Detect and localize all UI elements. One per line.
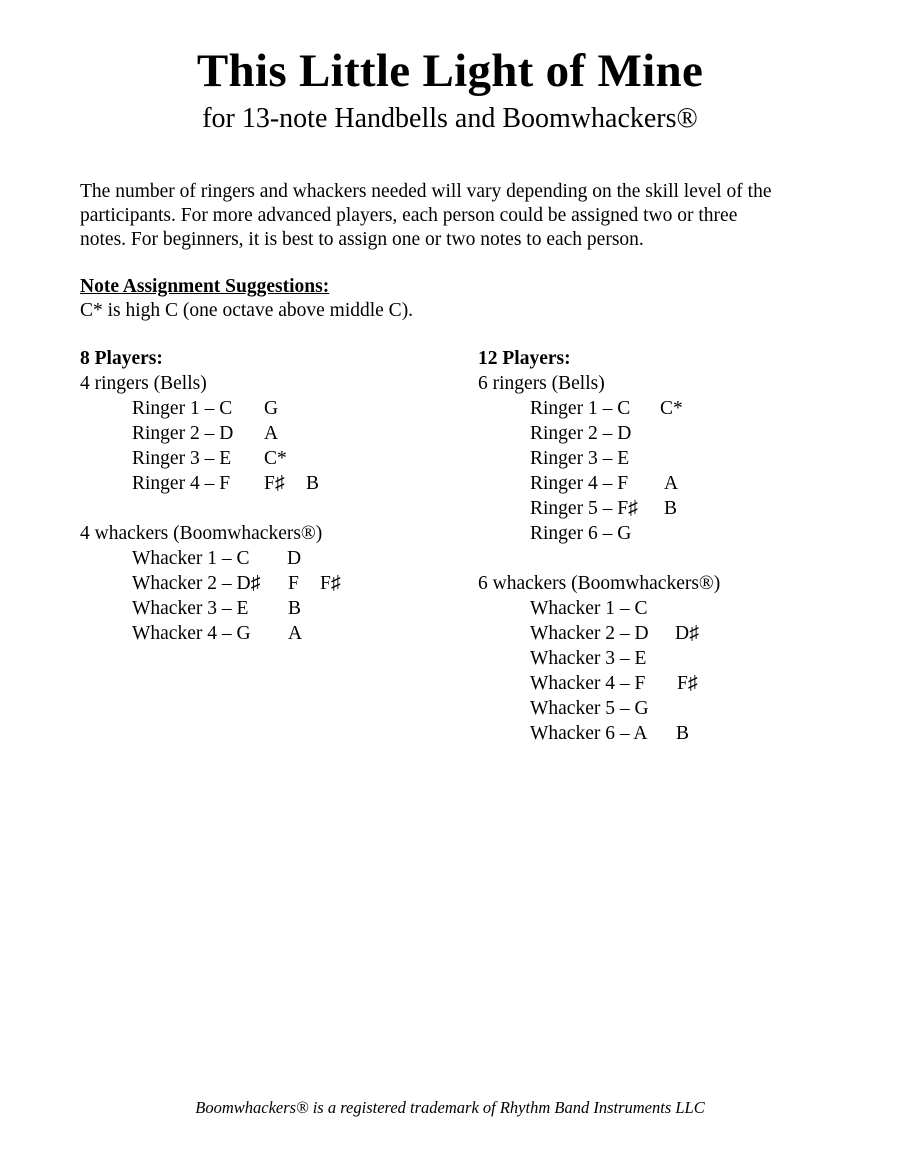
ringer-assignment bbox=[478, 421, 878, 446]
note-assignment-heading: Note Assignment Suggestions: bbox=[80, 276, 330, 297]
note: C* bbox=[660, 398, 683, 419]
note: G bbox=[264, 398, 279, 419]
note: D bbox=[287, 548, 302, 569]
ringer-assignment bbox=[80, 396, 470, 421]
intro-line: participants. For more advanced players, each person could be assigned two or three bbox=[80, 205, 738, 226]
note: B bbox=[676, 723, 690, 744]
note-assignment-description: C* is high C (one octave above middle C). bbox=[80, 300, 414, 321]
note: A bbox=[264, 423, 279, 444]
whacker-assignment bbox=[80, 546, 470, 571]
player-label: Ringer 2 – D bbox=[132, 423, 234, 444]
twelve-players-column bbox=[478, 346, 878, 746]
whacker-assignment bbox=[80, 621, 470, 646]
intro-line: notes. For beginners, it is best to assign one or two notes to each person. bbox=[80, 229, 644, 250]
player-label: Whacker 4 – G bbox=[132, 623, 251, 644]
note: A bbox=[288, 623, 303, 644]
player-label: Whacker 3 – E bbox=[530, 648, 647, 669]
note: A bbox=[664, 473, 679, 494]
page-title: This Little Light of Mine bbox=[196, 45, 704, 97]
whacker-assignment bbox=[478, 621, 878, 646]
whackers-group-label: 4 whackers (Boomwhackers®) bbox=[80, 523, 323, 544]
player-label: Whacker 2 – D♯ bbox=[132, 573, 261, 594]
intro-paragraph bbox=[80, 180, 820, 252]
player-label: Whacker 1 – C bbox=[132, 548, 250, 569]
ringers-group-label: 4 ringers (Bells) bbox=[80, 373, 207, 394]
ringer-assignment bbox=[80, 471, 470, 496]
note: B bbox=[664, 498, 678, 519]
whackers-group-label: 6 whackers (Boomwhackers®) bbox=[478, 573, 721, 594]
player-label: Ringer 1 – C bbox=[132, 398, 233, 419]
note: D♯ bbox=[675, 623, 699, 644]
page-subtitle: for 13-note Handbells and Boomwhackers® bbox=[202, 103, 698, 134]
whacker-assignment bbox=[478, 646, 878, 671]
whacker-assignment bbox=[478, 721, 878, 746]
player-label: Ringer 4 – F bbox=[530, 473, 629, 494]
player-label: Ringer 6 – G bbox=[530, 523, 632, 544]
player-label: Whacker 5 – G bbox=[530, 698, 649, 719]
whacker-assignment bbox=[478, 596, 878, 621]
note: F♯ bbox=[264, 473, 285, 494]
twelve-players-heading: 12 Players: bbox=[478, 348, 571, 369]
note: B bbox=[288, 598, 302, 619]
player-label: Whacker 6 – A bbox=[530, 723, 648, 744]
player-label: Ringer 2 – D bbox=[530, 423, 632, 444]
whacker-assignment bbox=[478, 696, 878, 721]
player-label: Ringer 3 – E bbox=[132, 448, 232, 469]
player-label: Ringer 3 – E bbox=[530, 448, 630, 469]
player-label: Ringer 4 – F bbox=[132, 473, 231, 494]
whacker-assignment bbox=[478, 671, 878, 696]
whacker-assignment bbox=[80, 596, 470, 621]
note: F♯ bbox=[320, 573, 341, 594]
player-label: Whacker 3 – E bbox=[132, 598, 249, 619]
whacker-assignment bbox=[80, 571, 470, 596]
eight-players-column bbox=[80, 346, 470, 646]
ringer-assignment bbox=[478, 471, 878, 496]
ringer-assignment bbox=[478, 446, 878, 471]
player-label: Whacker 2 – D bbox=[530, 623, 649, 644]
ringer-assignment bbox=[80, 446, 470, 471]
ringer-assignment bbox=[478, 521, 878, 546]
player-label: Whacker 4 – F bbox=[530, 673, 646, 694]
intro-line: The number of ringers and whackers needed will vary depending on the skill level of the bbox=[80, 181, 772, 202]
note: C* bbox=[264, 448, 287, 469]
ringer-assignment bbox=[478, 496, 878, 521]
player-label: Ringer 1 – C bbox=[530, 398, 631, 419]
player-label: Whacker 1 – C bbox=[530, 598, 648, 619]
eight-players-heading: 8 Players: bbox=[80, 348, 163, 369]
ringers-group-label: 6 ringers (Bells) bbox=[478, 373, 605, 394]
trademark-footer: Boomwhackers® is a registered trademark of Rhythm Band Instruments LLC bbox=[195, 1098, 705, 1117]
player-label: Ringer 5 – F♯ bbox=[530, 498, 638, 519]
note: F♯ bbox=[677, 673, 698, 694]
note: B bbox=[306, 473, 320, 494]
ringer-assignment bbox=[80, 421, 470, 446]
note: F bbox=[288, 573, 299, 594]
ringer-assignment bbox=[478, 396, 878, 421]
